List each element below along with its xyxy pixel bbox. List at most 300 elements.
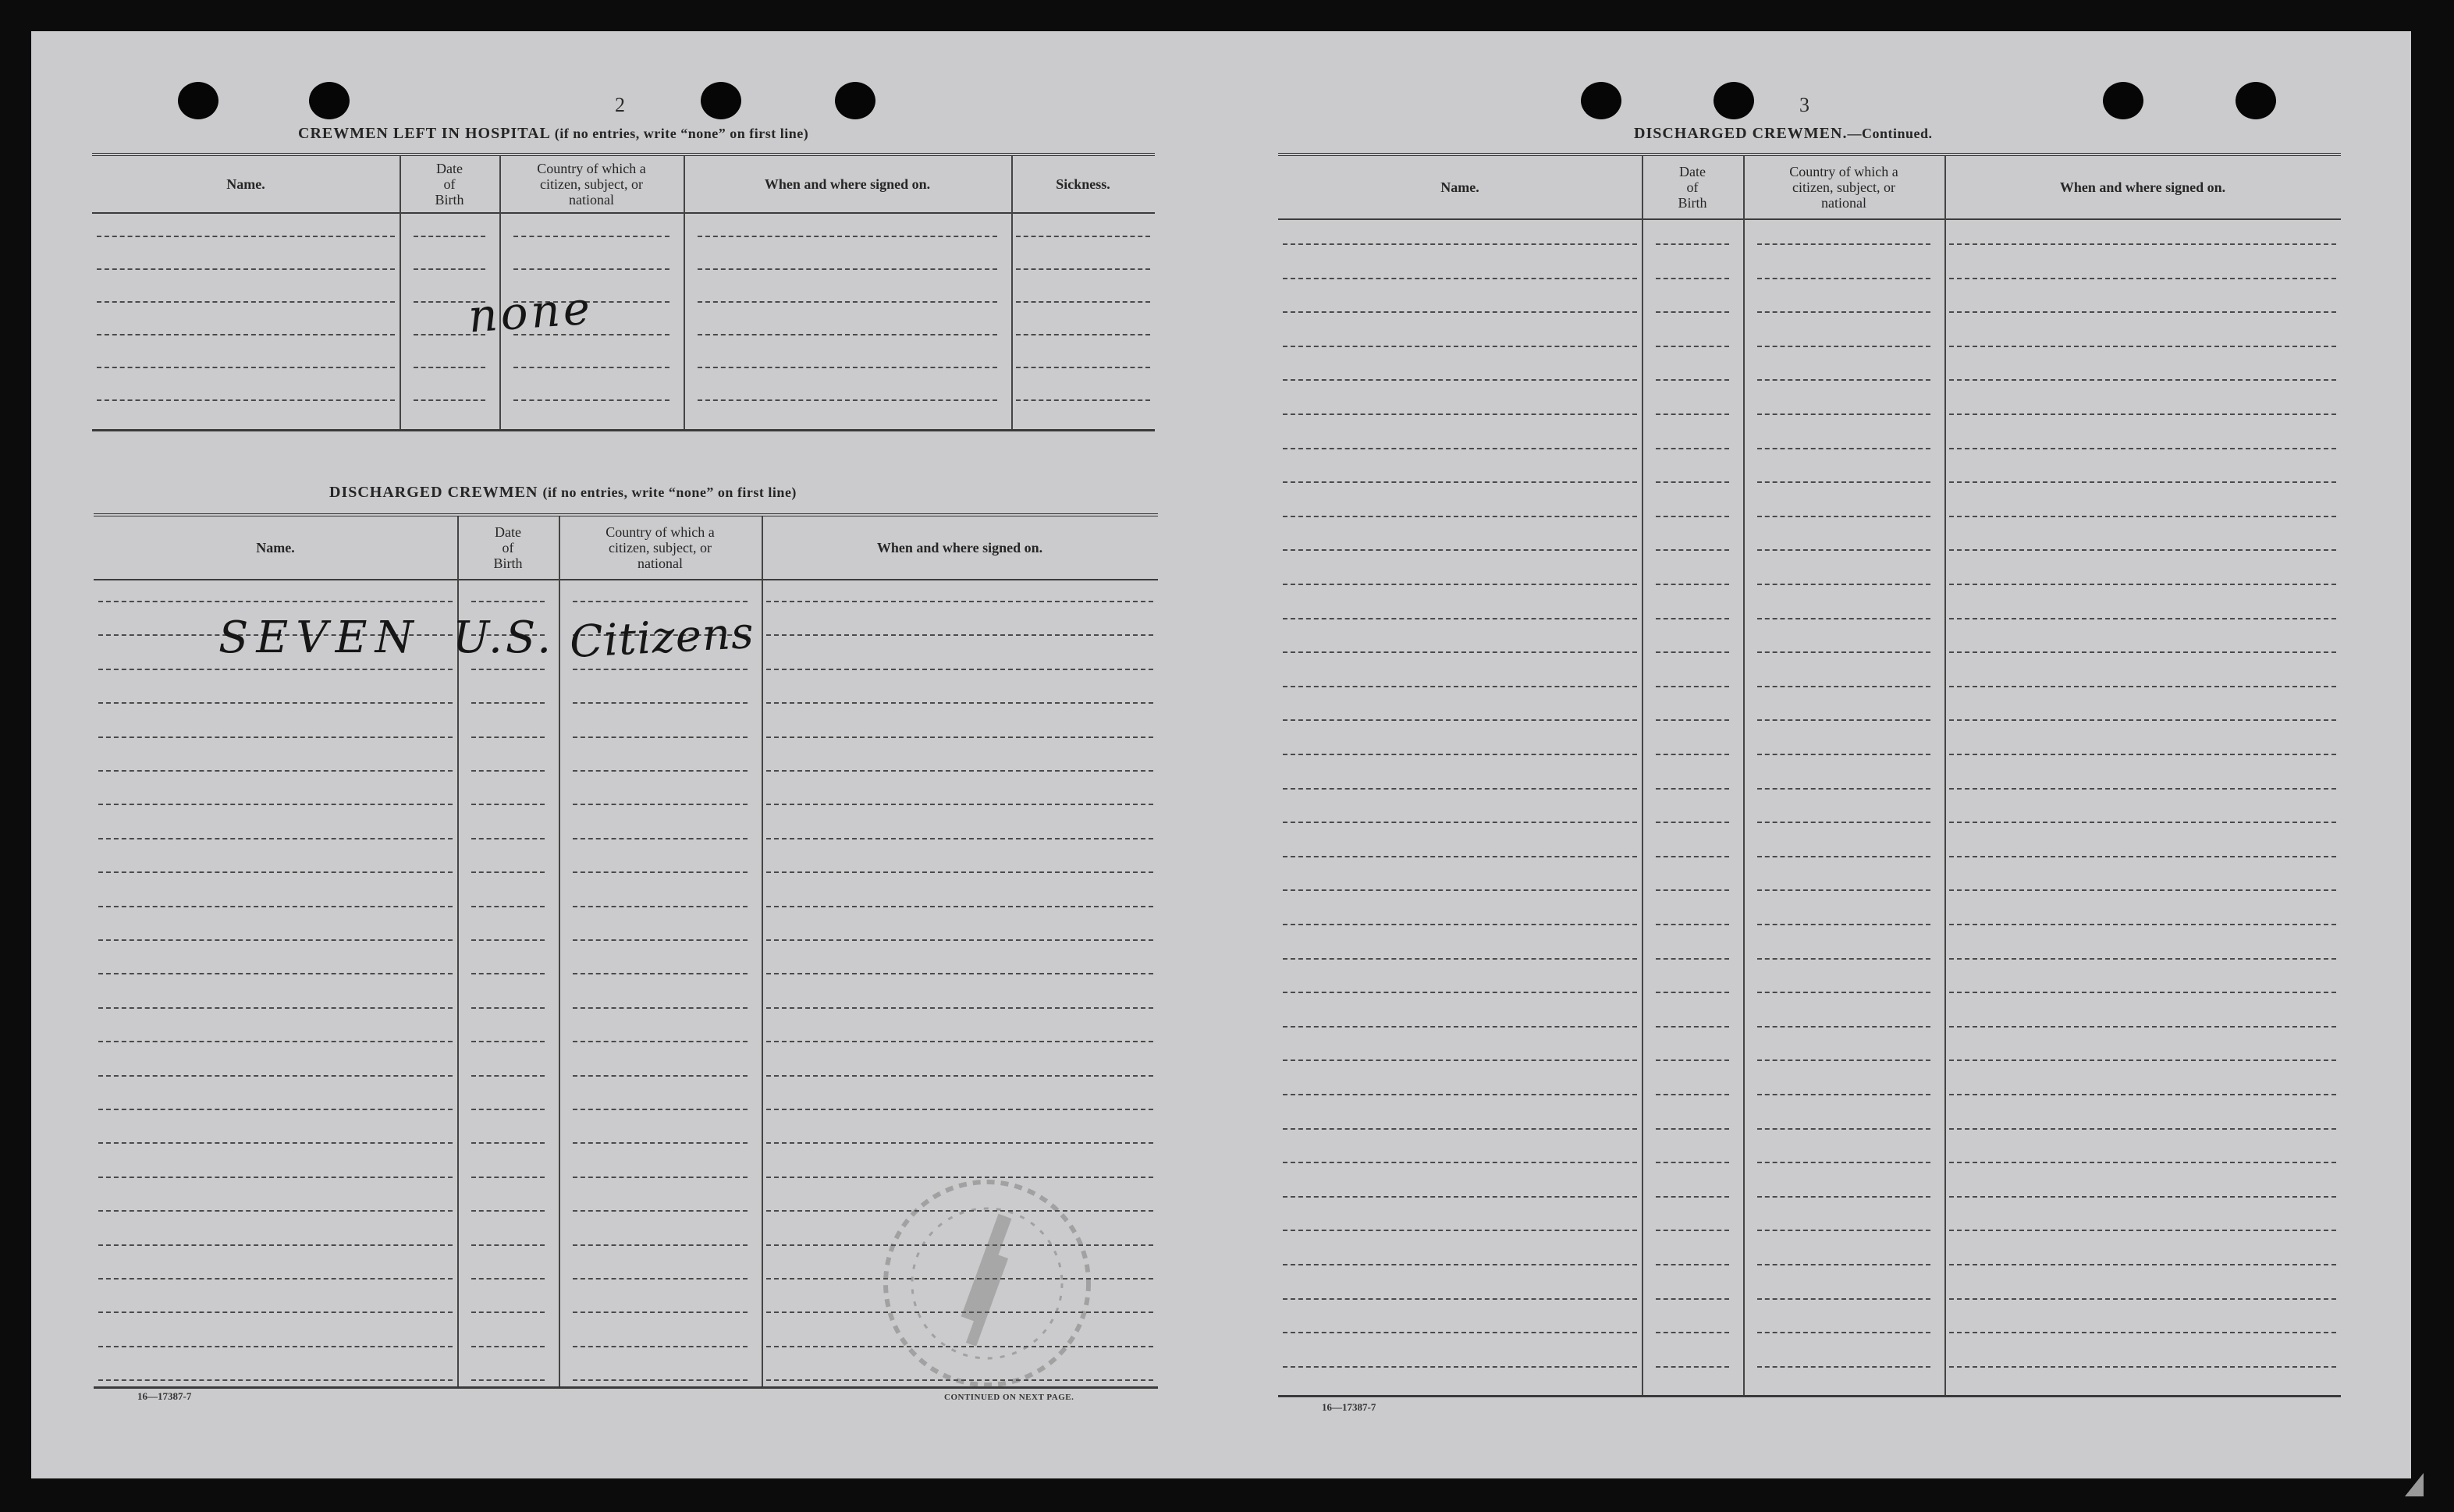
entry-line bbox=[471, 1346, 545, 1347]
column-header-date-of-birth: Date of Birth bbox=[493, 524, 523, 571]
column-header-signed-on: When and where signed on. bbox=[764, 176, 931, 192]
punch-hole bbox=[2236, 82, 2276, 119]
entry-line bbox=[1949, 1094, 2336, 1095]
handwritten-citizens: Citizens bbox=[568, 607, 756, 669]
entry-line bbox=[471, 736, 545, 738]
entry-line bbox=[98, 906, 453, 907]
entry-line bbox=[1656, 1094, 1729, 1095]
entry-line bbox=[1283, 1332, 1637, 1333]
entry-line bbox=[766, 702, 1153, 704]
entry-line bbox=[573, 770, 748, 772]
entry-line bbox=[1283, 413, 1637, 415]
entry-line bbox=[766, 973, 1153, 974]
entry-line bbox=[1949, 1059, 2336, 1061]
entry-line bbox=[1757, 719, 1930, 721]
entry-line bbox=[1949, 481, 2336, 483]
hospital-table bbox=[92, 153, 1155, 431]
hospital-note: (if no entries, write “none” on first line) bbox=[554, 126, 809, 141]
entry-line bbox=[1757, 516, 1930, 517]
entry-line bbox=[573, 804, 748, 805]
entry-line bbox=[573, 1007, 748, 1009]
entry-line bbox=[1949, 686, 2336, 687]
entry-line bbox=[1656, 379, 1729, 381]
punch-hole bbox=[1581, 82, 1621, 119]
entry-line bbox=[766, 939, 1153, 941]
entry-line bbox=[1949, 958, 2336, 960]
entry-line bbox=[513, 236, 669, 237]
entry-line bbox=[1283, 822, 1637, 823]
entry-line bbox=[97, 236, 395, 237]
entry-line bbox=[766, 770, 1153, 772]
entry-line bbox=[1757, 1366, 1930, 1368]
entry-line bbox=[1757, 1059, 1930, 1061]
discharged-continued-table bbox=[1278, 153, 2341, 1397]
column-divider bbox=[559, 516, 560, 1386]
entry-line bbox=[1656, 413, 1729, 415]
entry-line bbox=[98, 669, 453, 670]
entry-line bbox=[573, 1109, 748, 1110]
entry-line bbox=[414, 399, 485, 401]
entry-line bbox=[1949, 992, 2336, 993]
entry-line bbox=[1757, 651, 1930, 653]
entry-line bbox=[1283, 1094, 1637, 1095]
entry-line bbox=[1283, 1366, 1637, 1368]
entry-line bbox=[1283, 618, 1637, 619]
entry-line bbox=[573, 1177, 748, 1178]
entry-line bbox=[1283, 243, 1637, 245]
entry-line bbox=[1949, 413, 2336, 415]
entry-line bbox=[471, 871, 545, 873]
entry-line bbox=[1283, 1162, 1637, 1163]
entry-line bbox=[766, 634, 1153, 636]
section-title-discharged-continued bbox=[1634, 125, 1933, 143]
column-header-date-of-birth: Date of Birth bbox=[1678, 164, 1707, 211]
entry-line bbox=[98, 1007, 453, 1009]
column-header-date-of-birth: Date of Birth bbox=[435, 161, 464, 208]
entry-line bbox=[1656, 1264, 1729, 1265]
entry-line bbox=[1656, 448, 1729, 449]
entry-line bbox=[1757, 924, 1930, 925]
entry-line bbox=[98, 838, 453, 839]
entry-line bbox=[766, 1142, 1153, 1144]
entry-line bbox=[1656, 549, 1729, 551]
entry-line bbox=[1656, 278, 1729, 279]
entry-line bbox=[414, 236, 485, 237]
entry-line bbox=[471, 1075, 545, 1077]
entry-line bbox=[1757, 1128, 1930, 1130]
entry-line bbox=[1656, 1230, 1729, 1231]
entry-line bbox=[698, 301, 997, 303]
continued-note: CONTINUED ON NEXT PAGE. bbox=[944, 1393, 1074, 1402]
entry-line bbox=[471, 939, 545, 941]
entry-line bbox=[1757, 788, 1930, 790]
page-number-left: 2 bbox=[615, 94, 625, 116]
entry-line bbox=[1757, 1264, 1930, 1265]
entry-line bbox=[1283, 992, 1637, 993]
entry-line bbox=[698, 399, 997, 401]
entry-line bbox=[1656, 1366, 1729, 1368]
entry-line bbox=[98, 1210, 453, 1212]
entry-line bbox=[766, 1007, 1153, 1009]
entry-line bbox=[98, 1278, 453, 1280]
entry-line bbox=[1656, 481, 1729, 483]
entry-line bbox=[1283, 1196, 1637, 1198]
column-divider bbox=[1743, 156, 1745, 1395]
entry-line bbox=[471, 1311, 545, 1313]
entry-line bbox=[98, 804, 453, 805]
entry-line bbox=[1757, 346, 1930, 347]
entry-line bbox=[1757, 856, 1930, 857]
entry-line bbox=[471, 1041, 545, 1042]
entry-line bbox=[1757, 481, 1930, 483]
entry-line bbox=[1283, 719, 1637, 721]
entry-line bbox=[573, 871, 748, 873]
entry-line bbox=[97, 367, 395, 368]
entry-line bbox=[471, 1210, 545, 1212]
entry-line bbox=[1016, 236, 1150, 237]
entry-line bbox=[1656, 719, 1729, 721]
column-header-country: Country of which a citizen, subject, or national bbox=[606, 524, 715, 571]
entry-line bbox=[1656, 243, 1729, 245]
entry-line bbox=[97, 301, 395, 303]
entry-line bbox=[1283, 346, 1637, 347]
hospital-title: CREWMEN LEFT IN HOSPITAL bbox=[298, 125, 550, 142]
punch-hole bbox=[701, 82, 741, 119]
entry-line bbox=[1656, 346, 1729, 347]
document-sheet bbox=[31, 31, 2411, 1478]
column-header-country: Country of which a citizen, subject, or national bbox=[537, 161, 646, 208]
entry-line bbox=[1283, 516, 1637, 517]
column-divider bbox=[400, 156, 401, 429]
entry-line bbox=[471, 973, 545, 974]
entry-line bbox=[1656, 924, 1729, 925]
entry-line bbox=[414, 268, 485, 270]
entry-line bbox=[1656, 584, 1729, 585]
entry-line bbox=[98, 1041, 453, 1042]
column-divider bbox=[1642, 156, 1643, 1395]
entry-line bbox=[98, 601, 453, 602]
entry-line bbox=[97, 268, 395, 270]
entry-line bbox=[1283, 1230, 1637, 1231]
entry-line bbox=[1757, 311, 1930, 313]
entry-line bbox=[573, 601, 748, 602]
entry-line bbox=[1949, 924, 2336, 925]
entry-line bbox=[1757, 1094, 1930, 1095]
entry-line bbox=[1757, 278, 1930, 279]
entry-line bbox=[98, 1109, 453, 1110]
entry-line bbox=[1949, 448, 2336, 449]
entry-line bbox=[1656, 889, 1729, 891]
entry-line bbox=[1016, 268, 1150, 270]
entry-line bbox=[573, 973, 748, 974]
entry-line bbox=[698, 268, 997, 270]
column-header-sickness: Sickness. bbox=[1056, 176, 1110, 192]
column-header-name: Name. bbox=[1440, 179, 1479, 195]
entry-line bbox=[1757, 992, 1930, 993]
entry-line bbox=[98, 770, 453, 772]
entry-line bbox=[1757, 379, 1930, 381]
entry-line bbox=[1283, 549, 1637, 551]
entry-line bbox=[766, 906, 1153, 907]
form-number-right: 16—17387-7 bbox=[1322, 1401, 1376, 1413]
entry-line bbox=[1283, 448, 1637, 449]
entry-line bbox=[1283, 1298, 1637, 1300]
entry-line bbox=[1656, 311, 1729, 313]
entry-line bbox=[98, 1311, 453, 1313]
entry-line bbox=[1949, 243, 2336, 245]
entry-line bbox=[1757, 618, 1930, 619]
entry-line bbox=[471, 770, 545, 772]
entry-line bbox=[766, 736, 1153, 738]
entry-line bbox=[471, 906, 545, 907]
entry-line bbox=[1656, 1059, 1729, 1061]
entry-line bbox=[573, 1278, 748, 1280]
entry-line bbox=[471, 838, 545, 839]
column-header-name: Name. bbox=[256, 540, 295, 555]
column-divider bbox=[762, 516, 763, 1386]
entry-line bbox=[1949, 346, 2336, 347]
entry-line bbox=[1757, 754, 1930, 755]
entry-line bbox=[1949, 1366, 2336, 1368]
entry-line bbox=[98, 1177, 453, 1178]
entry-line bbox=[1283, 788, 1637, 790]
entry-line bbox=[1656, 856, 1729, 857]
punch-hole bbox=[2103, 82, 2143, 119]
entry-line bbox=[1016, 367, 1150, 368]
entry-line bbox=[471, 1142, 545, 1144]
section-title-hospital bbox=[298, 125, 808, 143]
table-header-row bbox=[92, 156, 1155, 214]
entry-line bbox=[1283, 686, 1637, 687]
entry-line bbox=[1283, 311, 1637, 313]
entry-line bbox=[471, 1278, 545, 1280]
entry-line bbox=[573, 1041, 748, 1042]
entry-line bbox=[766, 871, 1153, 873]
discharged-continued-title: DISCHARGED CREWMEN. bbox=[1634, 125, 1848, 142]
entry-line bbox=[573, 906, 748, 907]
entry-line bbox=[1283, 924, 1637, 925]
entry-line bbox=[1283, 856, 1637, 857]
entry-line bbox=[1656, 754, 1729, 755]
entry-line bbox=[471, 1244, 545, 1246]
entry-line bbox=[1949, 1162, 2336, 1163]
entry-line bbox=[1656, 1196, 1729, 1198]
entry-line bbox=[573, 939, 748, 941]
entry-line bbox=[1949, 754, 2336, 755]
entry-line bbox=[1656, 1332, 1729, 1333]
section-title-discharged bbox=[329, 484, 797, 502]
page-number-right: 3 bbox=[1799, 94, 1809, 116]
entry-line bbox=[1656, 618, 1729, 619]
entry-line bbox=[1757, 1026, 1930, 1028]
entry-line bbox=[1757, 1230, 1930, 1231]
entry-line bbox=[1757, 549, 1930, 551]
column-header-signed-on: When and where signed on. bbox=[876, 540, 1043, 555]
entry-line bbox=[1016, 301, 1150, 303]
entry-line bbox=[1757, 413, 1930, 415]
entry-line bbox=[1656, 958, 1729, 960]
entry-line bbox=[1283, 754, 1637, 755]
column-header-country: Country of which a citizen, subject, or national bbox=[1789, 164, 1898, 211]
entry-line bbox=[1949, 1230, 2336, 1231]
entry-line bbox=[1016, 399, 1150, 401]
entry-line bbox=[1949, 516, 2336, 517]
entry-line bbox=[1949, 719, 2336, 721]
page-corner-curl bbox=[2405, 1473, 2424, 1496]
entry-line bbox=[1283, 889, 1637, 891]
entry-line bbox=[1757, 1162, 1930, 1163]
entry-line bbox=[1283, 1128, 1637, 1130]
entry-line bbox=[97, 399, 395, 401]
entry-line bbox=[573, 1379, 748, 1381]
entry-line bbox=[1949, 311, 2336, 313]
entry-line bbox=[573, 736, 748, 738]
entry-line bbox=[766, 1109, 1153, 1110]
entry-line bbox=[1656, 822, 1729, 823]
discharged-continued-suffix: —Continued. bbox=[1847, 126, 1933, 141]
entry-line bbox=[1283, 584, 1637, 585]
entry-line bbox=[98, 1379, 453, 1381]
punch-hole bbox=[178, 82, 218, 119]
entry-line bbox=[1949, 856, 2336, 857]
entry-line bbox=[97, 334, 395, 335]
entry-line bbox=[1757, 958, 1930, 960]
punch-hole bbox=[309, 82, 350, 119]
entry-line bbox=[573, 669, 748, 670]
entry-line bbox=[1656, 992, 1729, 993]
column-header-signed-on: When and where signed on. bbox=[2059, 179, 2226, 195]
entry-line bbox=[698, 367, 997, 368]
entry-line bbox=[513, 268, 669, 270]
entry-line bbox=[1757, 1332, 1930, 1333]
entry-line bbox=[573, 1346, 748, 1347]
table-header-row bbox=[94, 516, 1158, 580]
column-header-name: Name. bbox=[226, 176, 265, 192]
entry-line bbox=[98, 1244, 453, 1246]
entry-line bbox=[1656, 1162, 1729, 1163]
entry-line bbox=[1757, 1298, 1930, 1300]
entry-line bbox=[1283, 379, 1637, 381]
entry-line bbox=[98, 939, 453, 941]
entry-line bbox=[471, 804, 545, 805]
entry-line bbox=[573, 1244, 748, 1246]
entry-line bbox=[471, 1177, 545, 1178]
entry-line bbox=[573, 1142, 748, 1144]
entry-line bbox=[1949, 549, 2336, 551]
entry-line bbox=[1656, 1128, 1729, 1130]
entry-line bbox=[98, 736, 453, 738]
handwritten-seven: SEVEN bbox=[218, 612, 421, 663]
entry-line bbox=[1949, 1196, 2336, 1198]
entry-line bbox=[698, 334, 997, 335]
entry-line bbox=[1656, 1026, 1729, 1028]
entry-line bbox=[1283, 1264, 1637, 1265]
entry-line bbox=[1656, 686, 1729, 687]
entry-line bbox=[1757, 889, 1930, 891]
entry-line bbox=[1949, 1298, 2336, 1300]
entry-line bbox=[98, 1346, 453, 1347]
entry-line bbox=[1656, 651, 1729, 653]
entry-line bbox=[98, 871, 453, 873]
entry-line bbox=[766, 1041, 1153, 1042]
entry-line bbox=[1949, 379, 2336, 381]
column-divider bbox=[1944, 156, 1946, 1395]
handwritten-none: none bbox=[466, 281, 595, 343]
entry-line bbox=[414, 367, 485, 368]
discharged-title: DISCHARGED CREWMEN bbox=[329, 484, 538, 501]
entry-line bbox=[1757, 584, 1930, 585]
entry-line bbox=[1283, 651, 1637, 653]
entry-line bbox=[513, 399, 669, 401]
entry-line bbox=[1949, 618, 2336, 619]
entry-line bbox=[471, 669, 545, 670]
column-divider bbox=[1011, 156, 1013, 429]
entry-line bbox=[1949, 1026, 2336, 1028]
entry-line bbox=[1283, 481, 1637, 483]
entry-line bbox=[1757, 822, 1930, 823]
punch-hole bbox=[1714, 82, 1754, 119]
entry-line bbox=[98, 702, 453, 704]
entry-line bbox=[1283, 1059, 1637, 1061]
entry-line bbox=[98, 1075, 453, 1077]
handwritten-us: U.S. bbox=[453, 612, 555, 663]
entry-line bbox=[1656, 788, 1729, 790]
entry-line bbox=[471, 1379, 545, 1381]
entry-line bbox=[1949, 584, 2336, 585]
entry-line bbox=[1283, 958, 1637, 960]
entry-line bbox=[766, 1075, 1153, 1077]
entry-line bbox=[1949, 889, 2336, 891]
stamp-mark bbox=[870, 1166, 1104, 1400]
entry-line bbox=[1283, 1026, 1637, 1028]
entry-line bbox=[698, 236, 997, 237]
entry-line bbox=[1757, 448, 1930, 449]
entry-line bbox=[1949, 1264, 2336, 1265]
entry-line bbox=[471, 1109, 545, 1110]
entry-line bbox=[573, 838, 748, 839]
entry-line bbox=[1949, 822, 2336, 823]
punch-hole bbox=[835, 82, 875, 119]
entry-line bbox=[766, 669, 1153, 670]
entry-line bbox=[766, 838, 1153, 839]
entry-line bbox=[766, 601, 1153, 602]
entry-line bbox=[98, 973, 453, 974]
table-header-row bbox=[1278, 156, 2341, 220]
entry-line bbox=[1283, 278, 1637, 279]
entry-line bbox=[1949, 651, 2336, 653]
entry-line bbox=[1016, 334, 1150, 335]
entry-line bbox=[573, 1311, 748, 1313]
entry-line bbox=[471, 601, 545, 602]
entry-line bbox=[1757, 1196, 1930, 1198]
entry-line bbox=[1949, 278, 2336, 279]
entry-line bbox=[573, 1210, 748, 1212]
entry-line bbox=[1949, 1332, 2336, 1333]
discharged-note: (if no entries, write “none” on first line) bbox=[542, 484, 797, 500]
entry-line bbox=[573, 702, 748, 704]
entry-line bbox=[766, 804, 1153, 805]
form-number-left: 16—17387-7 bbox=[137, 1390, 192, 1402]
entry-line bbox=[573, 1075, 748, 1077]
entry-line bbox=[1949, 1128, 2336, 1130]
entry-line bbox=[98, 1142, 453, 1144]
entry-line bbox=[1949, 788, 2336, 790]
entry-line bbox=[1656, 1298, 1729, 1300]
entry-line bbox=[1757, 686, 1930, 687]
entry-line bbox=[471, 702, 545, 704]
column-divider bbox=[684, 156, 685, 429]
entry-line bbox=[513, 367, 669, 368]
